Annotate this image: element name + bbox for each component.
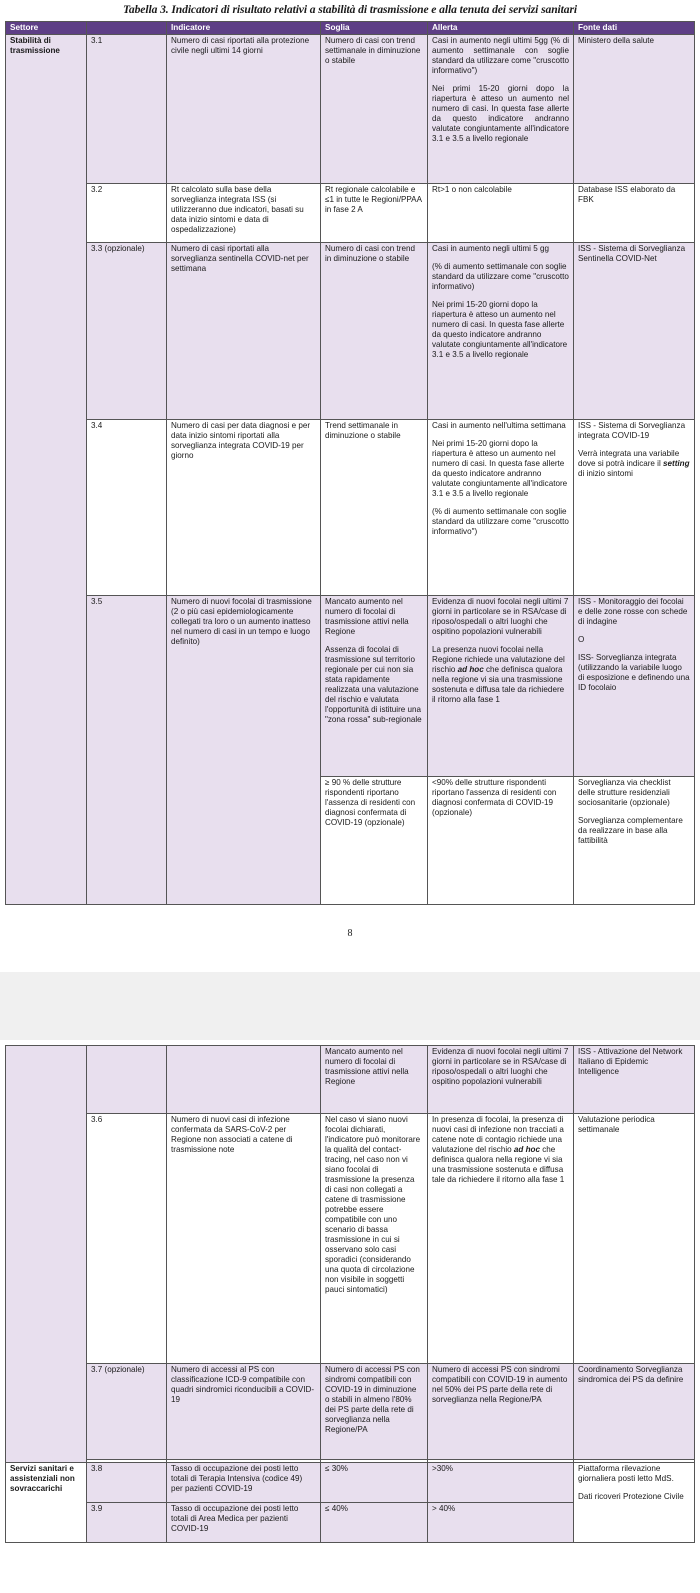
section-servizi: Servizi sanitari e assistenziali non sovraccarichi — [6, 1463, 87, 1543]
indicators-table-page-2 — [5, 1045, 695, 1543]
table-row — [6, 243, 695, 420]
row-allerta: Rt>1 o non calcolabile — [428, 184, 574, 243]
row-id: 3.7 (opzionale) — [87, 1364, 167, 1460]
allerta-emphasis: ad hoc — [457, 665, 484, 674]
row-fonte: ISS - Sistema di Sorveglianza Sentinella COVID-Net — [574, 243, 695, 420]
allerta-paragraph: Nei primi 15-20 giorni dopo la riapertura è atteso un aumento nel numero di casi. In questa fase allerte da questo indicatore andranno valutate congiuntamente all'indicatore 3.1 e 3.5 a livello regionale — [432, 300, 568, 359]
row-id: 3.3 (opzionale) — [87, 243, 167, 420]
fonte-paragraph — [578, 449, 690, 479]
allerta-paragraph: Casi in aumento negli ultimi 5 gg — [432, 244, 549, 253]
fonte-paragraph: ISS- Sorveglianza integrata (utilizzando la variabile luogo di esposizione e definendo una ID focolaio — [578, 653, 690, 692]
table-row — [6, 184, 695, 243]
row-indicatore: Tasso di occupazione dei posti letto totali di Terapia Intensiva (codice 49) per pazienti COVID-19 — [167, 1463, 321, 1503]
page-separator — [0, 972, 700, 1040]
row-fonte: ISS - Attivazione del Network Italiano di Epidemic Intelligence — [574, 1046, 695, 1114]
row-id: 3.9 — [87, 1503, 167, 1543]
row-soglia: ≤ 40% — [321, 1503, 428, 1543]
fonte-emphasis: setting — [663, 459, 690, 468]
allerta-paragraph: Casi in aumento negli ultimi 5gg (% di aumento settimanale con soglie standard da utilizzare come "cruscotto informativo") — [432, 36, 569, 75]
allerta-paragraph: (% di aumento settimanale con soglie standard da utilizzare come "cruscotto informativo) — [432, 262, 569, 291]
header-allerta: Allerta — [428, 22, 574, 35]
fonte-paragraph: Sorveglianza via checklist delle strutture residenziali sociosanitarie (opzionale) — [578, 778, 671, 807]
row-fonte: Coordinamento Sorveglianza sindromica dei PS da definire — [574, 1364, 695, 1460]
row-allerta — [428, 243, 574, 420]
row-fonte — [574, 420, 695, 596]
row-indicatore: Rt calcolato sulla base della sorveglianza integrata ISS (si utilizzeranno due indicatori, basati su data inizio sintomi e data di ospedalizzazione) — [167, 184, 321, 243]
row-indicatore: Tasso di occupazione dei posti letto totali di Area Medica per pazienti COVID-19 — [167, 1503, 321, 1543]
fonte-text: di inizio sintomi — [578, 469, 633, 478]
allerta-paragraph: Evidenza di nuovi focolai negli ultimi 7 giorni in particolare se in RSA/case di riposo/ospedali o altri luoghi che ospitino popolazioni vulnerabili — [432, 597, 569, 636]
row-soglia: Numero di casi con trend in diminuzione o stabile — [321, 243, 428, 420]
row-allerta — [428, 420, 574, 596]
row-indicatore: Numero di nuovi casi di infezione confermata da SARS-CoV-2 per Regione non associati a catene di trasmissione note — [167, 1114, 321, 1364]
table-caption: Tabella 3. Indicatori di risultato relativi a stabilità di trasmissione e alla tenuta dei servizi sanitari — [122, 3, 578, 16]
row-fonte — [574, 777, 695, 905]
row-allerta: >30% — [428, 1463, 574, 1503]
row-allerta: <90% delle strutture rispondenti riportano l'assenza di residenti con diagnosi confermata di COVID-19 (opzionale) — [428, 777, 574, 905]
row-soglia: Numero di casi con trend settimanale in diminuzione o stabile — [321, 35, 428, 184]
row-indicatore: Numero di casi riportati alla protezione civile negli ultimi 14 giorni — [167, 35, 321, 184]
allerta-text: In presenza di focolai, la presenza di nuovi casi di infezione non tracciati a catene note di contagio richiede una valutazione del rischio — [432, 1115, 564, 1154]
row-indicatore: Numero di casi per data diagnosi e per data inizio sintomi riportati alla sorveglianza integrata COVID-19 per giorno — [167, 420, 321, 596]
row-indicatore: Numero di nuovi focolai di trasmissione (2 o più casi epidemiologicamente collegati tra loro o un aumento inatteso nel numero di casi in un tempo e luogo definito) — [167, 596, 321, 905]
fonte-paragraph: O — [578, 635, 585, 644]
row-soglia: ≤ 30% — [321, 1463, 428, 1503]
row-id: 3.5 — [87, 596, 167, 905]
header-id — [87, 22, 167, 35]
row-id: 3.2 — [87, 184, 167, 243]
row-fonte — [574, 596, 695, 777]
row-soglia: Rt regionale calcolabile e ≤1 in tutte le Regioni/PPAA in fase 2 A — [321, 184, 428, 243]
table-row — [6, 1114, 695, 1364]
table-row — [6, 1364, 695, 1460]
fonte-paragraph: Piattaforma rilevazione giornaliera posti letto MdS. — [578, 1464, 674, 1483]
row-soglia: ≥ 90 % delle strutture rispondenti riportano l'assenza di residenti con diagnosi confermata di COVID-19 (opzionale) — [321, 777, 428, 905]
row-soglia: Numero di accessi PS con sindromi compatibili con COVID-19 in diminuzione o stabili in almeno l'80% dei PS parte della rete di sorveglianza nella Regione/PA — [321, 1364, 428, 1460]
row-indicatore: Numero di accessi al PS con classificazione ICD-9 compatibile con quadri sindromici riconducibili a COVID-19 — [167, 1364, 321, 1460]
header-settore: Settore — [6, 22, 87, 35]
allerta-paragraph: Nei primi 15-20 giorni dopo la riapertura è atteso un aumento nel numero di casi. In questa fase allerte da questo indicatore andranno valutate congiuntamente all'indicatore 3.1 e 3.5 a livello regionale — [432, 439, 568, 498]
row-soglia: Nel caso vi siano nuovi focolai dichiarati, l'indicatore può monitorare la qualità del contact-tracing, nel caso non vi siano focolai di trasmissione la presenza di casi non collegati a catene di trasmissione potrebbe essere compatibile con uno scenario di bassa trasmissione in cui si osservano solo casi sporadici (considerando una quota di circolazione non visibile in soggetti pauci sintomatici) — [321, 1114, 428, 1364]
table-row — [6, 420, 695, 596]
header-soglia: Soglia — [321, 22, 428, 35]
allerta-paragraph — [432, 645, 569, 705]
allerta-emphasis: ad hoc — [513, 1145, 540, 1154]
row-allerta: Numero di accessi PS con sindromi compatibili con COVID-19 in aumento nel 50% dei PS parte della rete di sorveglianza nella Regione/PA — [428, 1364, 574, 1460]
table-row — [6, 1463, 695, 1503]
fonte-paragraph: ISS - Sistema di Sorveglianza integrata COVID-19 — [578, 421, 686, 440]
allerta-paragraph: Nei primi 15-20 giorni dopo la riapertura è atteso un aumento nel numero di casi. In questa fase allerte da questo indicatore andranno valutate congiuntamente all'indicatore 3.1 e 3.5 a livello regionale — [432, 84, 569, 143]
row-allerta — [428, 1114, 574, 1364]
indicators-table-page-1 — [5, 21, 695, 905]
row-allerta: > 40% — [428, 1503, 574, 1543]
allerta-paragraph: (% di aumento settimanale con soglie standard da utilizzare come "cruscotto informativo") — [432, 507, 569, 536]
fonte-paragraph: Sorveglianza complementare da realizzare in base alla fattibilità — [578, 816, 683, 845]
table-row — [6, 596, 695, 777]
row-allerta — [428, 35, 574, 184]
row-id — [87, 1046, 167, 1114]
row-fonte: Ministero della salute — [574, 35, 695, 184]
allerta-text: che definisca qualora nella regione vi sia una trasmissione sostenuta e diffusa tale da richiedere il ritorno alla fase 1 — [432, 1145, 565, 1184]
row-soglia: Mancato aumento nel numero di focolai di trasmissione attivi nella Regione — [321, 1046, 428, 1114]
row-indicatore: Numero di casi riportati alla sorveglianza sentinella COVID-net per settimana — [167, 243, 321, 420]
row-fonte: Database ISS elaborato da FBK — [574, 184, 695, 243]
section-stabilita: Stabilità di trasmissione — [6, 35, 87, 905]
header-fonte: Fonte dati — [574, 22, 695, 35]
soglia-paragraph: Mancato aumento nel numero di focolai di trasmissione attivi nella Regione — [325, 597, 409, 636]
row-fonte: Valutazione periodica settimanale — [574, 1114, 695, 1364]
table-row — [6, 1046, 695, 1114]
soglia-paragraph: Assenza di focolai di trasmissione sul territorio regionale per cui non sia stata rapidamente realizzata una valutazione del rischio e valutata l'opportunità di istituire una "zona rossa" sub-regionale — [325, 645, 422, 724]
row-allerta — [428, 596, 574, 777]
page-number: 8 — [347, 928, 353, 939]
section-stabilita-cont — [6, 1046, 87, 1463]
fonte-text: Verrà integrata una variabile dove si potrà indicare il — [578, 449, 680, 468]
allerta-paragraph: Casi in aumento nell'ultima settimana — [432, 421, 566, 430]
table-header-row — [6, 22, 695, 35]
row-indicatore — [167, 1046, 321, 1114]
row-soglia — [321, 596, 428, 777]
row-id: 3.8 — [87, 1463, 167, 1503]
row-soglia: Trend settimanale in diminuzione o stabile — [321, 420, 428, 596]
table-row — [6, 35, 695, 184]
row-allerta: Evidenza di nuovi focolai negli ultimi 7 giorni in particolare se in RSA/case di riposo/ospedali o altri luoghi che ospitino popolazioni vulnerabili — [428, 1046, 574, 1114]
row-id: 3.6 — [87, 1114, 167, 1364]
allerta-text: La presenza nuovi focolai nella Regione richiede una valutazione del rischio — [432, 645, 565, 674]
row-id: 3.1 — [87, 35, 167, 184]
row-fonte — [574, 1463, 695, 1543]
fonte-paragraph: ISS - Monitoraggio dei focolai e delle zone rosse con schede di indagine — [578, 597, 688, 626]
fonte-paragraph: Dati ricoveri Protezione Civile — [578, 1492, 684, 1501]
header-indicatore: Indicatore — [167, 22, 321, 35]
row-id: 3.4 — [87, 420, 167, 596]
allerta-text: che definisca qualora nella regione vi sia una trasmissione sostenuta e diffusa tale da richiedere il ritorno alla fase 1 — [432, 665, 565, 704]
